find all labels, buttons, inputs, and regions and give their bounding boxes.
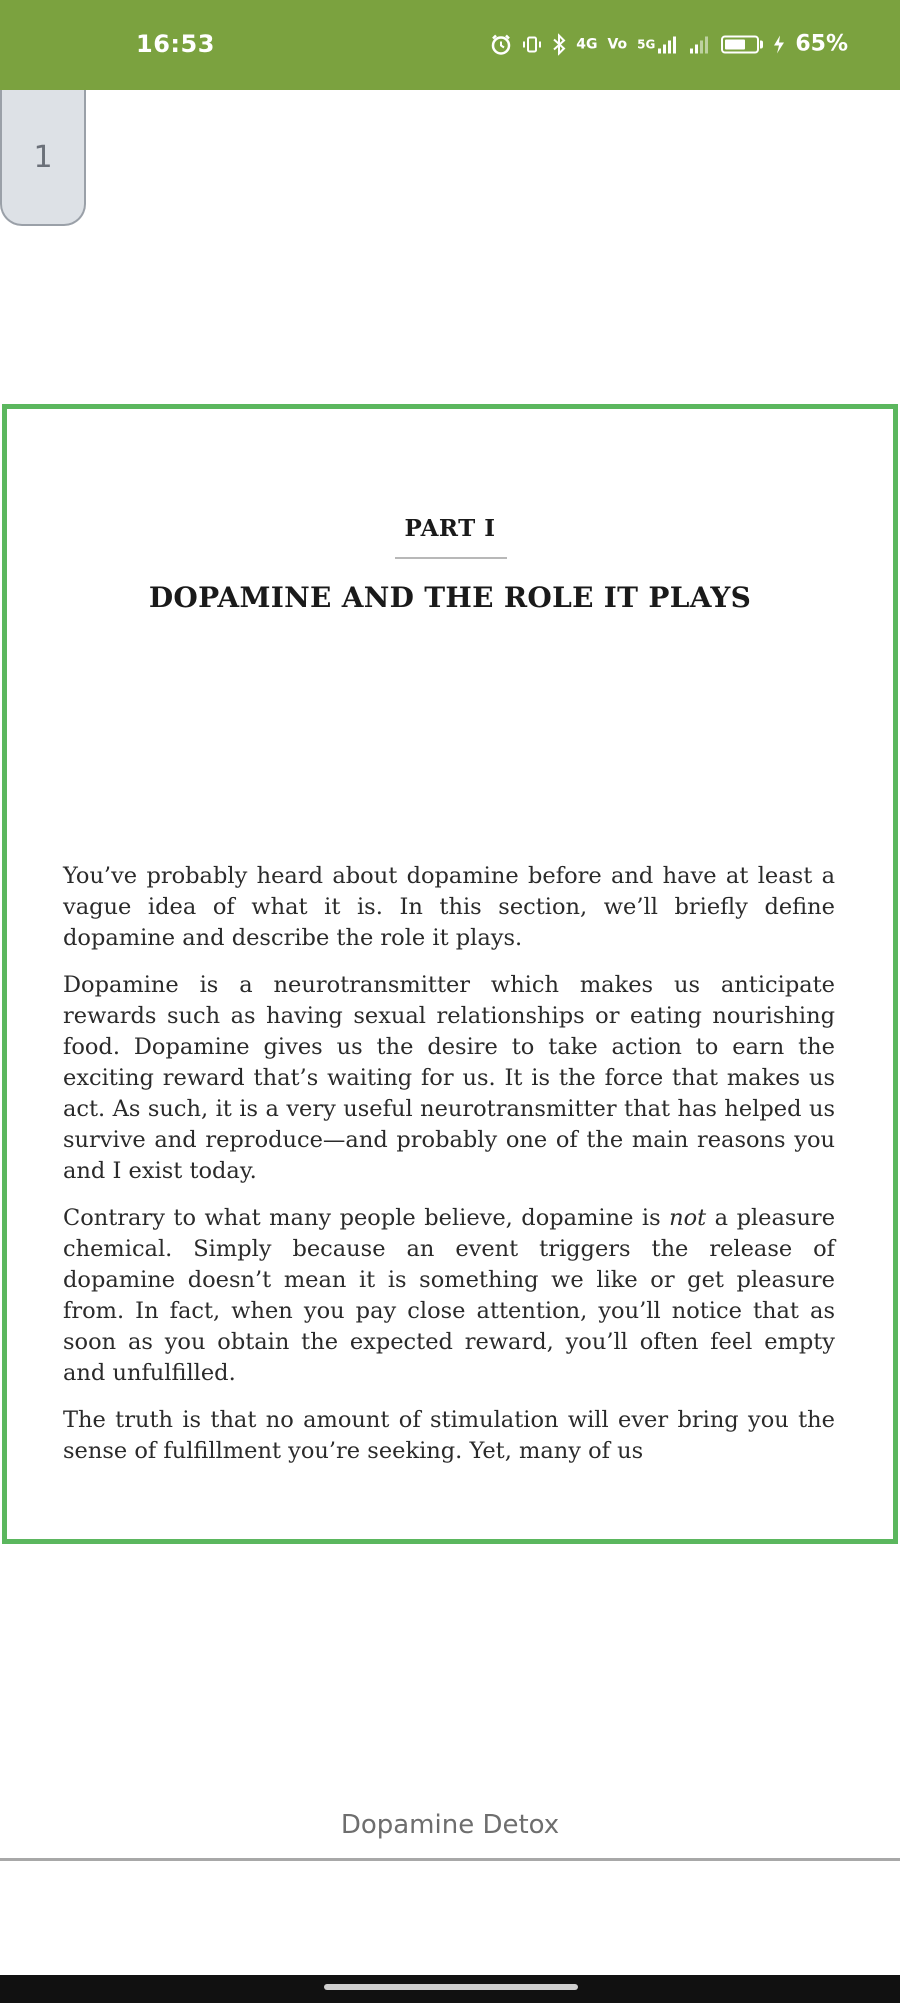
volte-icon: Vo — [607, 36, 628, 52]
signal-5g-icon — [637, 34, 679, 54]
system-nav-bar — [0, 1975, 900, 2003]
footer-divider — [0, 1858, 900, 1861]
paragraph-text: a pleasure chemical. Simply because an event triggers the release of dopamine doesn’t mean it is something we like or get pleasure from. In fact, when you pay close attention, you’ll notice that as soon as you obtain the expected reward, you’ll often feel empty and unfulfilled. — [63, 1205, 836, 1386]
book-title-footer: Dopamine Detox — [340, 1810, 560, 1840]
page-number-tab[interactable] — [0, 90, 86, 226]
signal-5g-label: 5G — [637, 37, 656, 51]
network-4g-icon: 4G — [576, 36, 598, 52]
paragraph: You’ve probably heard about dopamine before and have at least a vague idea of what it is. In this section, we’ll briefly define dopamine and describe the role it plays. — [63, 863, 835, 951]
status-time: 16:53 — [136, 30, 215, 58]
book-body-text — [63, 861, 835, 1483]
status-icons — [490, 32, 848, 57]
book-page[interactable] — [2, 404, 898, 1544]
chapter-title: DOPAMINE AND THE ROLE IT PLAYS — [148, 581, 752, 614]
home-indicator[interactable] — [324, 1984, 578, 1990]
battery-icon — [721, 35, 763, 53]
part-divider — [395, 557, 507, 559]
page-number: 1 — [33, 139, 53, 175]
alarm-icon — [490, 33, 512, 55]
bluetooth-icon — [552, 33, 566, 55]
paragraph — [63, 1203, 835, 1389]
battery-fill — [725, 39, 745, 49]
status-bar — [0, 0, 900, 90]
battery-percent: 65% — [795, 31, 848, 57]
paragraph-text: Contrary to what many people believe, dopamine is — [63, 1205, 670, 1231]
part-label: PART I — [404, 515, 496, 542]
signal-icon — [689, 34, 711, 54]
paragraph: Dopamine is a neurotransmitter which makes us anticipate rewards such as having sexual relationships or eating nourishing food. Dopamine gives us the desire to take action to earn the exciting reward that’s waiting for us. It is the force that makes us act. As such, it is a very useful neurotransmitter that has helped us survive and reproduce—and probably one of the main reasons you and I exist today. — [63, 972, 835, 1184]
charging-icon — [773, 34, 785, 54]
emphasis-text: not — [669, 1205, 707, 1231]
vibrate-icon — [522, 34, 542, 54]
paragraph: The truth is that no amount of stimulation will ever bring you the sense of fulfillment you’re seeking. Yet, many of us — [63, 1407, 835, 1464]
